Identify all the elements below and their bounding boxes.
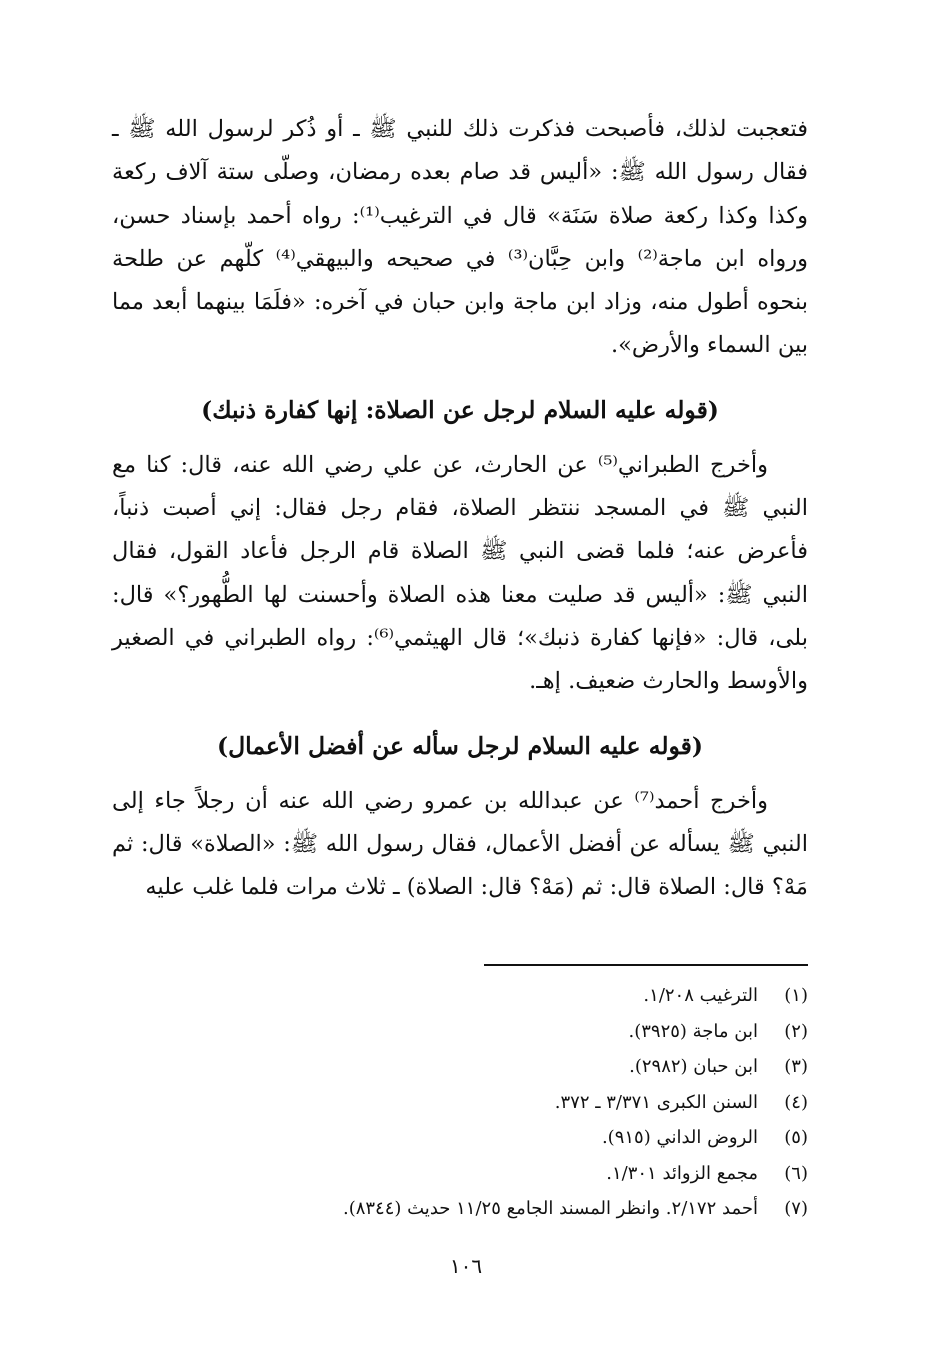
footnote-number: (٧) (784, 1198, 808, 1219)
footnote-number: (٦) (784, 1162, 808, 1184)
footnote-text: أحمد ٢/١٧٢. وانظر المسند الجامع ١١/٢٥ حديث (٨٣٤٤). (342, 1198, 758, 1219)
footnote-item (112, 978, 808, 1014)
paragraph-ahmad: وأخرج أحمد⁽⁷⁾ عن عبدالله بن عمرو رضي الله عنه أن رجلاً جاء إلى النبي ﷺ يسأله عن أفضل الأعمال، فقال رسول الله ﷺ: «الصلاة» قال: ثم مَهْ؟ قال: الصلاة قال: ثم (مَهْ؟ قال: الصلاة) ـ ثلاث مرات فلما غلب عليه (112, 787, 808, 901)
section-heading-expiation: (قوله عليه السلام لرجل عن الصلاة: إنها كفارة ذنبك) (201, 395, 719, 424)
footnote-separator (484, 964, 808, 966)
footnote-item (112, 1014, 808, 1050)
footnote-text: مجمع الزوائد ١/٣٠١. (606, 1162, 758, 1184)
footnote-text: الروض الداني (٩١٥). (601, 1127, 758, 1148)
footnote-item (112, 1120, 808, 1156)
footnote-number: (١) (784, 985, 808, 1006)
footnote-text: الترغيب ١/٢٠٨. (643, 985, 758, 1006)
footnote-item (112, 1191, 808, 1227)
footnote-item (112, 1156, 808, 1192)
page-number: ١٠٦ (449, 1254, 483, 1278)
footnote-number: (٢) (784, 1020, 808, 1042)
paragraph-continuation: فتعجبت لذلك، فأصبحت فذكرت ذلك للنبي ﷺ ـ أو ذُكر لرسول الله ﷺ ـ فقال رسول الله ﷺ: «أليس قد صام بعده رمضان، وصلّى ستة آلاف ركعة وكذا وكذا ركعة صلاة سَنَة» قال في الترغيب⁽¹⁾: رواه أحمد بإسناد حسن، ورواه ابن ماجة⁽²⁾ وابن حِبَّان⁽³⁾ في صحيحه والبيهقي⁽⁴⁾ كلّهم عن طلحة بنحوه أطول منه، وزاد ابن ماجة وابن حبان في آخره: «فلَمَا بينهما أبعد مما بين السماء والأرض». (112, 116, 808, 359)
paragraph-tabarani: وأخرج الطبراني⁽⁵⁾ عن الحارث، عن علي رضي الله عنه، قال: كنا مع النبي ﷺ في المسجد ننتظر الصلاة، فقام رجل فقال: إني أصبت ذنباً، فأعرض عنه؛ فلما قضى النبي ﷺ الصلاة قام الرجل فأعاد القول، فقال النبي ﷺ: «أليس قد صليت معنا هذه الصلاة وأحسنت لها الطُّهور؟» قال: بلى، قال: «فإنها كفارة ذنبك»؛ قال الهيثمي⁽⁶⁾: رواه الطبراني في الصغير والأوسط والحارث ضعيف. إهـ. (112, 451, 808, 695)
footnote-text: ابن ماجة (٣٩٢٥). (628, 1020, 758, 1042)
footnote-text: ابن حبان (٢٩٨٢). (629, 1056, 758, 1077)
footnote-item (112, 1049, 808, 1085)
footnote-number: (٤) (784, 1091, 808, 1113)
footnotes-list (112, 978, 808, 1227)
footnote-number: (٥) (784, 1127, 808, 1148)
footnote-item (112, 1085, 808, 1121)
footnote-text: السنن الكبرى ٣/٣٧١ ـ ٣٧٢. (554, 1091, 758, 1113)
footnote-number: (٣) (784, 1056, 808, 1077)
main-text (112, 108, 808, 909)
section-heading-best-deeds: (قوله عليه السلام لرجل سأله عن أفضل الأعمال) (216, 731, 704, 760)
